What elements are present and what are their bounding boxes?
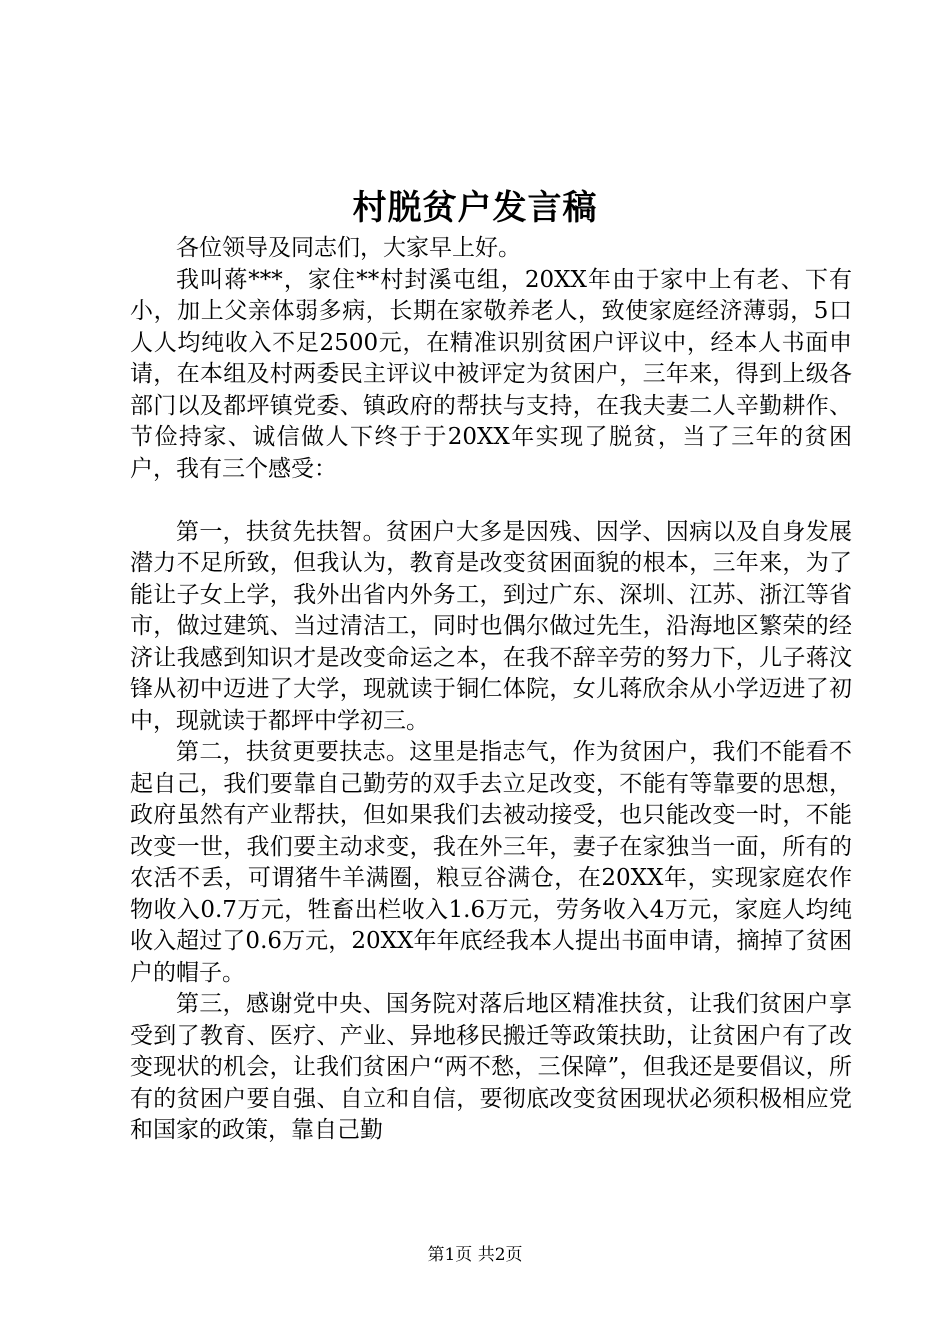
- second-point-paragraph: 第二，扶贫更要扶志。这里是指志气，作为贫困户，我们不能看不起自己，我们要靠自己勤劳的双手去立足改变，不能有等靠要的思想，政府虽然有产业帮扶，但如果我们去被动接受，也只能改变一时，不能改变一世，我们要主动求变，我在外三年，妻子在家独当一面，所有的农活不丢，可谓猪牛羊满圈，粮豆谷满仓，在20XX年，实现家庭农作物收入0.7万元，牲畜出栏收入1.6万元，劳务收入4万元，家庭人均纯收入超过了0.6万元，20XX年年底经我本人提出书面申请，摘掉了贫困户的帽子。: [130, 739, 852, 986]
- page-number-footer: 第1页 共2页: [427, 1245, 523, 1265]
- document-body: [130, 233, 852, 1147]
- document-title: 村脱贫户发言稿: [352, 188, 598, 228]
- first-point-paragraph: 第一，扶贫先扶智。贫困户大多是因残、因学、因病以及自身发展潜力不足所致，但我认为，教育是改变贫困面貌的根本，三年来，为了能让子女上学，我外出省内外务工，到过广东、深圳、江苏、浙江等省市，做过建筑、当过清洁工，同时也偶尔做过先生，沿海地区繁荣的经济让我感到知识才是改变命运之本，在我不辞辛劳的努力下，儿子蒋汶锋从初中迈进了大学，现就读于铜仁体院，女儿蒋欣余从小学迈进了初中，现就读于都坪中学初三。: [130, 518, 852, 734]
- greeting-paragraph: 各位领导及同志们，大家早上好。: [176, 235, 521, 261]
- third-point-paragraph: 第三，感谢党中央、国务院对落后地区精准扶贫，让我们贫困户享受到了教育、医疗、产业、异地移民搬迁等政策扶助，让贫困户有了改变现状的机会，让我们贫困户“两不愁，三保障”，但我还是要倡议，所有的贫困户要自强、自立和自信，要彻底改变贫困现状必须积极相应党和国家的政策，靠自己勤: [130, 991, 852, 1143]
- intro-paragraph: 我叫蒋***，家住**村封溪屯组，20XX年由于家中上有老、下有小，加上父亲体弱多病，长期在家敬养老人，致使家庭经济薄弱，5口人人均纯收入不足2500元，在精准识别贫困户评议中，经本人书面申请，在本组及村两委民主评议中被评定为贫困户，三年来，得到上级各部门以及都坪镇党委、镇政府的帮扶与支持，在我夫妻二人辛勤耕作、节俭持家、诚信做人下终于于20XX年实现了脱贫，当了三年的贫困户，我有三个感受：: [130, 266, 852, 482]
